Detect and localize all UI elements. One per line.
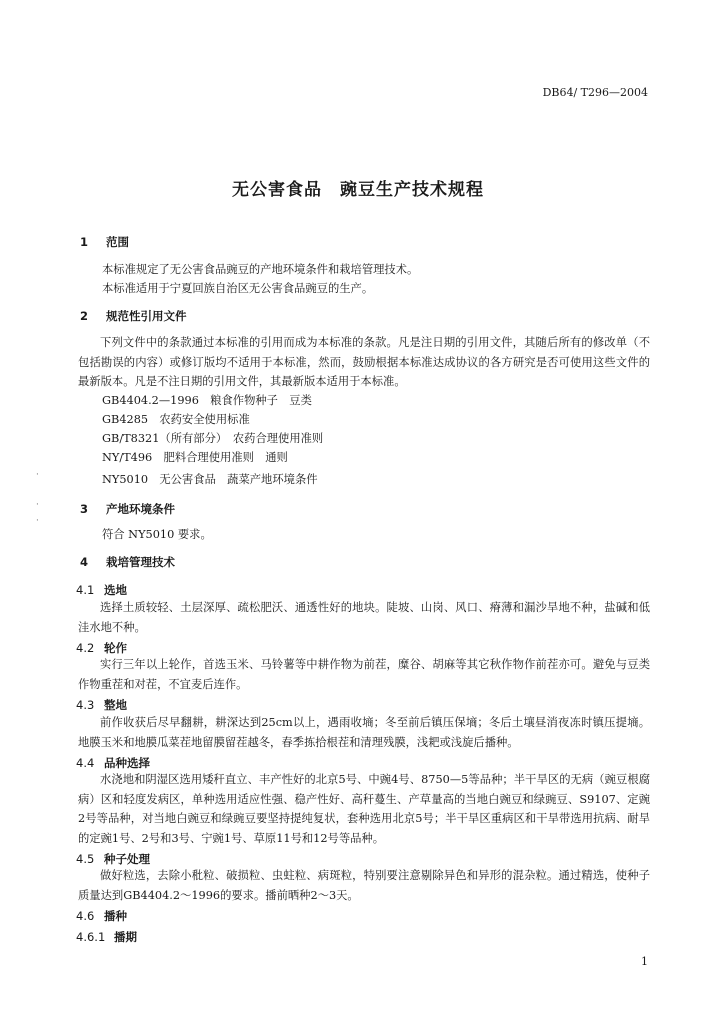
subsection-title: 种子处理	[104, 852, 150, 866]
subsection-number: 4.6	[76, 909, 95, 923]
subsection-title: 整地	[104, 698, 127, 712]
subsection-4-4-heading	[76, 755, 150, 771]
scope-line-1: 本标准规定了无公害食品豌豆的产地环境条件和栽培管理技术。	[102, 263, 419, 276]
soil-prep-text: 前作收获后尽早翻耕，耕深达到25cm以上，遇雨收墒；冬至前后镇压保墒；冬后土壤昼消夜冻时镇压提墒。地膜玉米和地膜瓜菜茬地留膜留茬越冬，春季拣拾根茬和清理残膜，浅耙或浅旋后播种。	[78, 716, 650, 749]
section-title: 产地环境条件	[106, 502, 175, 516]
subsection-title: 播种	[104, 909, 127, 923]
section-4-heading	[80, 554, 175, 570]
variety-selection-text: 水浇地和阴湿区选用矮秆直立、丰产性好的北京5号、中豌4号、8750—5等品种；半干旱区的无病（豌豆根腐病）区和轻度发病区，单种选用适应性强、稳产性好、高秆蔓生、产草量高的当地白豌豆和绿豌豆、S9107、定豌2号等品种，对当地白豌豆和绿豌豆要坚持提纯复状，套种选用北京5号；半干旱区重病区和干旱带选用抗病、耐旱的定豌1号、2号和3号、宁豌1号、草原11号和12号等品种。	[78, 773, 650, 845]
subsection-number: 4.3	[76, 698, 95, 712]
reference-item: GB/T8321（所有部分） 农药合理使用准则	[102, 432, 324, 445]
reference-item: GB4404.2—1996 粮食作物种子 豆类	[102, 394, 312, 407]
subsection-number: 4.2	[76, 641, 95, 655]
section-title: 规范性引用文件	[106, 309, 187, 323]
environment-text: 符合 NY5010 要求。	[102, 528, 212, 541]
subsection-title: 选地	[104, 583, 127, 597]
subsection-title: 品种选择	[104, 756, 150, 770]
subsection-4-3-heading	[76, 697, 127, 713]
section-1-heading	[80, 234, 129, 250]
scope-line-2: 本标准适用于宁夏回族自治区无公害食品豌豆的生产。	[102, 282, 374, 295]
section-3-heading	[80, 501, 175, 517]
margin-mark: ·	[36, 500, 39, 510]
rotation-text: 实行三年以上轮作，首选玉米、马铃薯等中耕作物为前茬，糜谷、胡麻等其它秋作物作前茬亦可。避免与豆类作物重茬和对茬，不宜麦后连作。	[78, 658, 650, 691]
reference-item: NY5010 无公害食品 蔬菜产地环境条件	[102, 473, 318, 486]
subsection-4-1-heading	[76, 582, 127, 598]
seed-treatment-text: 做好粒选，去除小秕粒、破损粒、虫蛀粒、病斑粒，特别要注意剔除异色和异形的混杂粒。通过精选，使种子质量达到GB4404.2～1996的要求。播前晒种2～3天。	[78, 869, 650, 902]
standard-code: DB64/ T296—2004	[542, 86, 648, 99]
subsection-number: 4.6.1	[76, 930, 106, 944]
section-title: 栽培管理技术	[106, 555, 175, 569]
references-paragraph: 下列文件中的条款通过本标准的引用而成为本标准的条款。凡是注日期的引用文件，其随后所有的修改单（不包括勘误的内容）或修订版均不适用于本标准，然而，鼓励根据本标准达成协议的各方研究是否可使用这些文件的最新版本。凡是不注日期的引用文件，其最新版本适用于本标准。	[78, 336, 650, 388]
margin-mark: ·	[36, 470, 39, 480]
subsection-number: 4.5	[76, 852, 95, 866]
subsection-title: 播期	[114, 930, 137, 944]
subsection-number: 4.4	[76, 756, 95, 770]
section-title: 范围	[106, 235, 129, 249]
section-2-heading	[80, 308, 187, 324]
subsection-4-6-heading	[76, 908, 127, 924]
subsection-title: 轮作	[104, 641, 127, 655]
subsection-4-2-heading	[76, 640, 127, 656]
subsection-number: 4.1	[76, 583, 95, 597]
margin-mark: ·	[36, 516, 39, 526]
page-title: 无公害食品 豌豆生产技术规程	[232, 180, 484, 200]
section-number: 3	[80, 502, 89, 516]
subsection-4-6-1-heading	[76, 929, 137, 945]
subsection-4-5-heading	[76, 851, 150, 867]
section-number: 2	[80, 309, 89, 323]
section-number: 4	[80, 555, 89, 569]
page-number: 1	[641, 955, 648, 968]
reference-item: GB4285 农药安全使用标准	[102, 413, 250, 426]
site-selection-text: 选择土质较轻、土层深厚、疏松肥沃、通透性好的地块。陡坡、山岗、风口、瘠薄和漏沙旱地不种，盐碱和低洼水地不种。	[78, 601, 650, 634]
section-number: 1	[80, 235, 89, 249]
reference-item: NY/T496 肥料合理使用准则 通则	[102, 451, 288, 464]
